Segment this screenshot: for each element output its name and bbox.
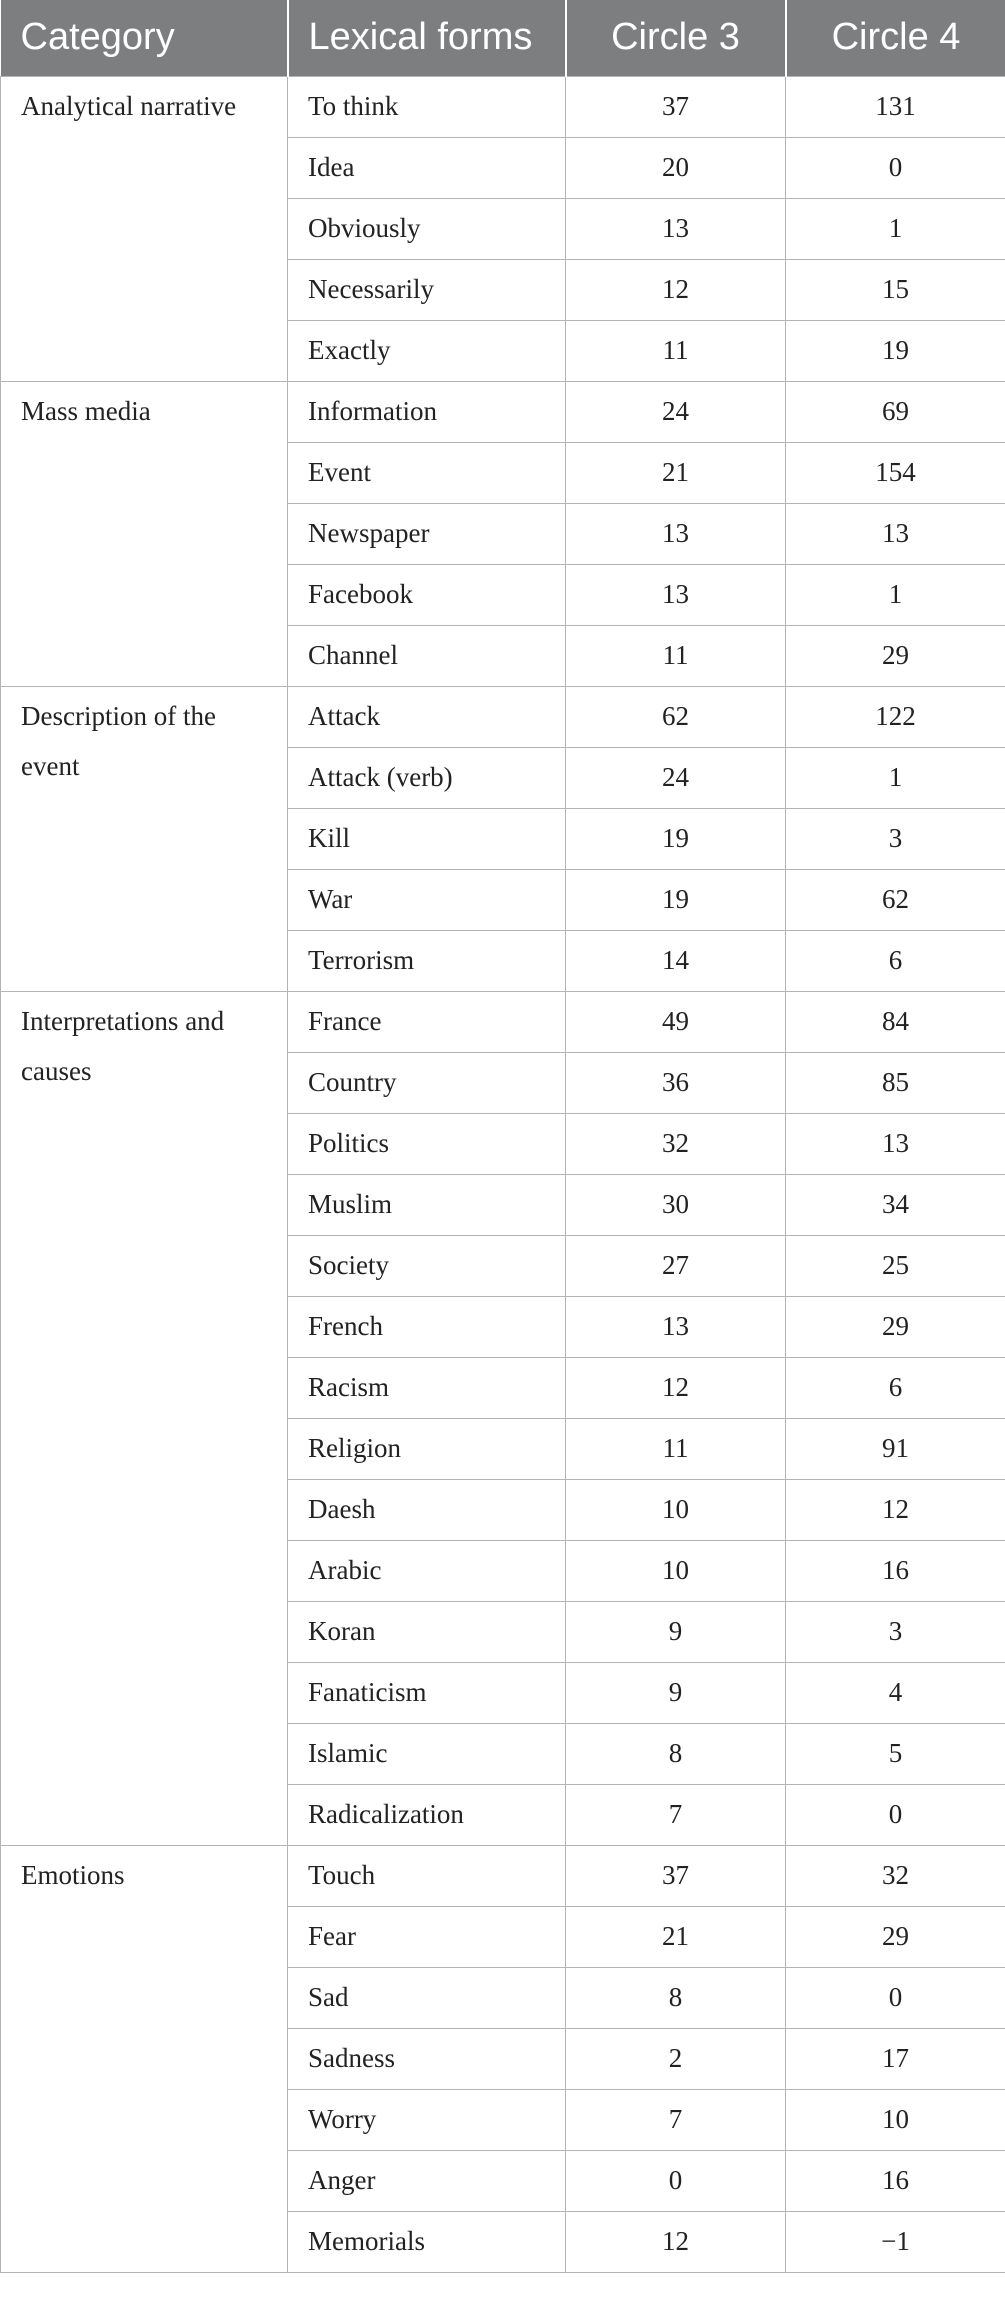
circle-3-cell: 62 [566, 686, 786, 747]
header-circle-4: Circle 4 [786, 0, 1005, 76]
circle-3-cell: 12 [566, 2211, 786, 2272]
lexical-form-cell: Anger [288, 2150, 566, 2211]
circle-4-cell: 1 [786, 564, 1005, 625]
circle-4-cell: 32 [786, 1845, 1005, 1906]
circle-3-cell: 7 [566, 1784, 786, 1845]
circle-3-cell: 7 [566, 2089, 786, 2150]
lexical-form-cell: Worry [288, 2089, 566, 2150]
circle-3-cell: 9 [566, 1662, 786, 1723]
lexical-form-cell: Daesh [288, 1479, 566, 1540]
circle-4-cell: 25 [786, 1235, 1005, 1296]
table-header [1, 0, 1005, 76]
circle-3-cell: 24 [566, 381, 786, 442]
circle-3-cell: 14 [566, 930, 786, 991]
circle-4-cell: 29 [786, 1906, 1005, 1967]
circle-3-cell: 2 [566, 2028, 786, 2089]
lexical-form-cell: Koran [288, 1601, 566, 1662]
circle-3-cell: 37 [566, 76, 786, 137]
table-row [1, 1845, 1005, 1906]
circle-4-cell: 16 [786, 1540, 1005, 1601]
circle-4-cell: 3 [786, 1601, 1005, 1662]
circle-4-cell: 0 [786, 137, 1005, 198]
category-cell [1, 76, 288, 381]
lexical-form-cell: Fanaticism [288, 1662, 566, 1723]
lexical-form-cell: Idea [288, 137, 566, 198]
lexical-form-cell: War [288, 869, 566, 930]
circle-3-cell: 11 [566, 320, 786, 381]
circle-4-cell: 1 [786, 747, 1005, 808]
header-circle-3: Circle 3 [566, 0, 786, 76]
lexical-form-cell: Exactly [288, 320, 566, 381]
header-row [1, 0, 1005, 76]
circle-3-cell: 12 [566, 1357, 786, 1418]
lexical-form-cell: Touch [288, 1845, 566, 1906]
category-label: Analytical narrative [21, 90, 237, 121]
lexical-form-cell: To think [288, 76, 566, 137]
category-label: Interpretations and causes [21, 1005, 225, 1086]
circle-4-cell: 6 [786, 930, 1005, 991]
lexical-form-cell: Fear [288, 1906, 566, 1967]
circle-3-cell: 9 [566, 1601, 786, 1662]
lexical-form-cell: Racism [288, 1357, 566, 1418]
category-label: Emotions [21, 1859, 125, 1890]
header-category: Category [1, 0, 288, 76]
circle-3-cell: 13 [566, 1296, 786, 1357]
table-row [1, 76, 1005, 137]
circle-4-cell: 69 [786, 381, 1005, 442]
circle-3-cell: 0 [566, 2150, 786, 2211]
table-row [1, 686, 1005, 747]
lexical-form-cell: Event [288, 442, 566, 503]
circle-3-cell: 8 [566, 1723, 786, 1784]
circle-3-cell: 11 [566, 1418, 786, 1479]
category-label: Description of the event [21, 700, 216, 781]
circle-3-cell: 21 [566, 1906, 786, 1967]
circle-3-cell: 20 [566, 137, 786, 198]
circle-3-cell: 21 [566, 442, 786, 503]
lexical-form-cell: Channel [288, 625, 566, 686]
circle-4-cell: 13 [786, 1113, 1005, 1174]
lexical-form-cell: Muslim [288, 1174, 566, 1235]
circle-4-cell: 19 [786, 320, 1005, 381]
circle-4-cell: 131 [786, 76, 1005, 137]
circle-3-cell: 8 [566, 1967, 786, 2028]
category-cell [1, 686, 288, 991]
category-cell [1, 381, 288, 686]
circle-4-cell: 85 [786, 1052, 1005, 1113]
circle-4-cell: 12 [786, 1479, 1005, 1540]
table-row [1, 991, 1005, 1052]
circle-3-cell: 32 [566, 1113, 786, 1174]
circle-3-cell: 24 [566, 747, 786, 808]
lexical-form-cell: Necessarily [288, 259, 566, 320]
circle-4-cell: 15 [786, 259, 1005, 320]
circle-4-cell: 5 [786, 1723, 1005, 1784]
circle-3-cell: 10 [566, 1479, 786, 1540]
lexical-form-cell: Information [288, 381, 566, 442]
lexical-form-cell: Obviously [288, 198, 566, 259]
lexical-form-cell: French [288, 1296, 566, 1357]
circle-3-cell: 49 [566, 991, 786, 1052]
circle-4-cell: 154 [786, 442, 1005, 503]
lexical-form-cell: Terrorism [288, 930, 566, 991]
circle-3-cell: 11 [566, 625, 786, 686]
lexical-form-cell: Arabic [288, 1540, 566, 1601]
lexical-form-cell: Country [288, 1052, 566, 1113]
circle-4-cell: 34 [786, 1174, 1005, 1235]
circle-3-cell: 10 [566, 1540, 786, 1601]
header-lexical-forms: Lexical forms [288, 0, 566, 76]
lexical-form-cell: Islamic [288, 1723, 566, 1784]
lexical-form-cell: Sad [288, 1967, 566, 2028]
circle-3-cell: 13 [566, 198, 786, 259]
lexical-form-cell: Politics [288, 1113, 566, 1174]
table-row [1, 381, 1005, 442]
lexical-form-cell: Religion [288, 1418, 566, 1479]
circle-4-cell: 17 [786, 2028, 1005, 2089]
circle-3-cell: 37 [566, 1845, 786, 1906]
lexical-form-cell: Newspaper [288, 503, 566, 564]
lexical-form-cell: Memorials [288, 2211, 566, 2272]
category-label: Mass media [21, 395, 151, 426]
circle-4-cell: 29 [786, 625, 1005, 686]
circle-4-cell: 0 [786, 1784, 1005, 1845]
lexical-form-cell: Sadness [288, 2028, 566, 2089]
circle-4-cell: 91 [786, 1418, 1005, 1479]
circle-3-cell: 19 [566, 869, 786, 930]
lexical-form-cell: Facebook [288, 564, 566, 625]
circle-4-cell: 10 [786, 2089, 1005, 2150]
circle-3-cell: 19 [566, 808, 786, 869]
lexical-form-cell: Society [288, 1235, 566, 1296]
category-cell [1, 991, 288, 1845]
lexical-form-cell: Attack [288, 686, 566, 747]
circle-4-cell: 6 [786, 1357, 1005, 1418]
circle-3-cell: 36 [566, 1052, 786, 1113]
circle-3-cell: 13 [566, 503, 786, 564]
circle-4-cell: 0 [786, 1967, 1005, 2028]
circle-4-cell: 3 [786, 808, 1005, 869]
circle-4-cell: 122 [786, 686, 1005, 747]
circle-4-cell: 1 [786, 198, 1005, 259]
circle-3-cell: 27 [566, 1235, 786, 1296]
circle-4-cell: −1 [786, 2211, 1005, 2272]
circle-3-cell: 30 [566, 1174, 786, 1235]
lexical-form-cell: Radicalization [288, 1784, 566, 1845]
circle-4-cell: 4 [786, 1662, 1005, 1723]
circle-4-cell: 13 [786, 503, 1005, 564]
lexical-form-cell: Kill [288, 808, 566, 869]
lexical-form-cell: France [288, 991, 566, 1052]
circle-3-cell: 13 [566, 564, 786, 625]
circle-4-cell: 62 [786, 869, 1005, 930]
lexical-form-cell: Attack (verb) [288, 747, 566, 808]
circle-4-cell: 16 [786, 2150, 1005, 2211]
circle-4-cell: 84 [786, 991, 1005, 1052]
circle-4-cell: 29 [786, 1296, 1005, 1357]
category-cell [1, 1845, 288, 2272]
circle-3-cell: 12 [566, 259, 786, 320]
table-body [1, 76, 1005, 2272]
